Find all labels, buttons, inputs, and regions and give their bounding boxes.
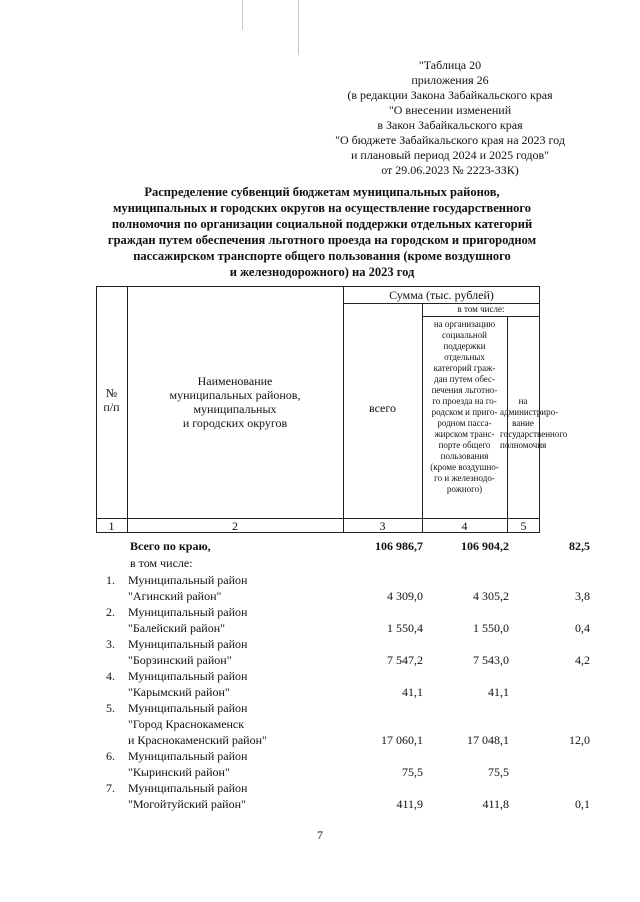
row-name-line: "Город Краснокаменск	[128, 717, 245, 731]
page-number: 7	[317, 828, 323, 842]
row-total: 4 309,0	[387, 589, 423, 603]
row-name-line: "Агинский район"	[128, 589, 222, 603]
header-sum: Сумма (тыс. рублей)	[389, 288, 494, 302]
scan-artifact	[242, 0, 243, 30]
col-number-3: 3	[379, 519, 386, 533]
header-line: "Таблица 20	[418, 58, 482, 72]
row-total: 41,1	[402, 685, 423, 699]
total-sublabel: в том числе:	[130, 556, 193, 570]
appendix-header	[300, 58, 600, 178]
table-header-grid	[96, 286, 568, 542]
row-name-line: Муниципальный район	[128, 749, 248, 763]
row-col5: 12,0	[569, 733, 590, 747]
header-number: № п/п	[103, 386, 120, 414]
row-col4: 17 048,1	[467, 733, 509, 747]
document-title	[92, 184, 552, 280]
col-number-5: 5	[520, 519, 527, 533]
row-name-line: Муниципальный район	[128, 669, 248, 683]
total-label: Всего по краю,	[130, 539, 211, 553]
header-col5: на администриро- вание государственного полномочия	[500, 396, 568, 450]
row-name-line: Муниципальный район	[128, 573, 248, 587]
header-line: "О бюджете Забайкальского края на 2023 год	[335, 133, 565, 147]
title-line: и железнодорожного) на 2023 год	[229, 265, 415, 279]
row-total: 1 550,4	[387, 621, 423, 635]
header-line: "О внесении изменений	[388, 103, 512, 117]
header-line: приложения 26	[411, 73, 489, 87]
title-line: граждан путем обеспечения льготного проезда на городском и пригородном	[107, 233, 537, 247]
header-line: и плановый период 2024 и 2025 годов"	[350, 148, 550, 162]
row-col5: 3,8	[575, 589, 590, 603]
row-col4: 7 543,0	[473, 653, 509, 667]
row-col4: 75,5	[488, 765, 509, 779]
row-col4: 411,8	[482, 797, 509, 811]
row-name-line: "Балейский район"	[128, 621, 226, 635]
row-name-line: Муниципальный район	[128, 701, 248, 715]
row-name-line: "Кыринский район"	[128, 765, 230, 779]
row-col5: 0,1	[575, 797, 590, 811]
row-col5: 4,2	[575, 653, 590, 667]
row-number: 4.	[106, 669, 115, 683]
header-col4: на организацию социальной поддержки отдельных категорий граж- дан путем обес- печения льготно- го проезда на го- родском и приго- родном пасса- жирском транс- порте общего пользования (кроме воздушно- го и железнодо- рожного)	[430, 319, 499, 494]
row-number: 5.	[106, 701, 115, 715]
row-total: 7 547,2	[387, 653, 423, 667]
row-number: 6.	[106, 749, 115, 763]
col-number-4: 4	[461, 519, 468, 533]
row-name-line: Муниципальный район	[128, 781, 248, 795]
header-name: Наименование муниципальных районов, муниципальных и городских округов	[169, 374, 301, 430]
row-name-line: "Карымский район"	[128, 685, 230, 699]
header-line: (в редакции Закона Забайкальского края	[347, 88, 553, 102]
title-line: Распределение субвенций бюджетам муниципальных районов,	[144, 185, 500, 199]
row-number: 2.	[106, 605, 115, 619]
row-number: 7.	[106, 781, 115, 795]
row-total: 75,5	[402, 765, 423, 779]
grid-line	[96, 286, 540, 287]
row-number: 3.	[106, 637, 115, 651]
row-total: 17 060,1	[381, 733, 423, 747]
total-col4: 106 904,2	[461, 539, 509, 553]
header-line: в Закон Забайкальского края	[377, 118, 523, 132]
title-line: пассажирском транспорте общего пользования (кроме воздушного	[133, 249, 511, 263]
row-name-line: "Борзинский район"	[128, 653, 232, 667]
total-col5: 82,5	[569, 539, 590, 553]
grid-line	[422, 316, 540, 317]
row-name-line: "Могойтуйский район"	[128, 797, 246, 811]
row-col4: 4 305,2	[473, 589, 509, 603]
row-col4: 41,1	[488, 685, 509, 699]
total-value: 106 986,7	[375, 539, 423, 553]
header-total: всего	[368, 401, 397, 415]
row-number: 1.	[106, 573, 115, 587]
header-line: от 29.06.2023 № 2223-ЗЗК)	[381, 163, 519, 177]
col-number-2: 2	[232, 519, 238, 533]
row-col5: 0,4	[575, 621, 590, 635]
row-col4: 1 550,0	[473, 621, 509, 635]
header-including: в том числе:	[457, 304, 505, 314]
row-name-line: Муниципальный район	[128, 637, 248, 651]
row-name-line: и Краснокаменский район"	[128, 733, 267, 747]
col-number-1: 1	[108, 519, 115, 533]
scan-artifact	[298, 0, 299, 55]
title-line: полномочия по организации социальной поддержки отдельных категорий	[111, 217, 533, 231]
row-total: 411,9	[396, 797, 423, 811]
row-name-line: Муниципальный район	[128, 605, 248, 619]
title-line: муниципальных и городских округов на осуществление государственного	[112, 201, 532, 215]
